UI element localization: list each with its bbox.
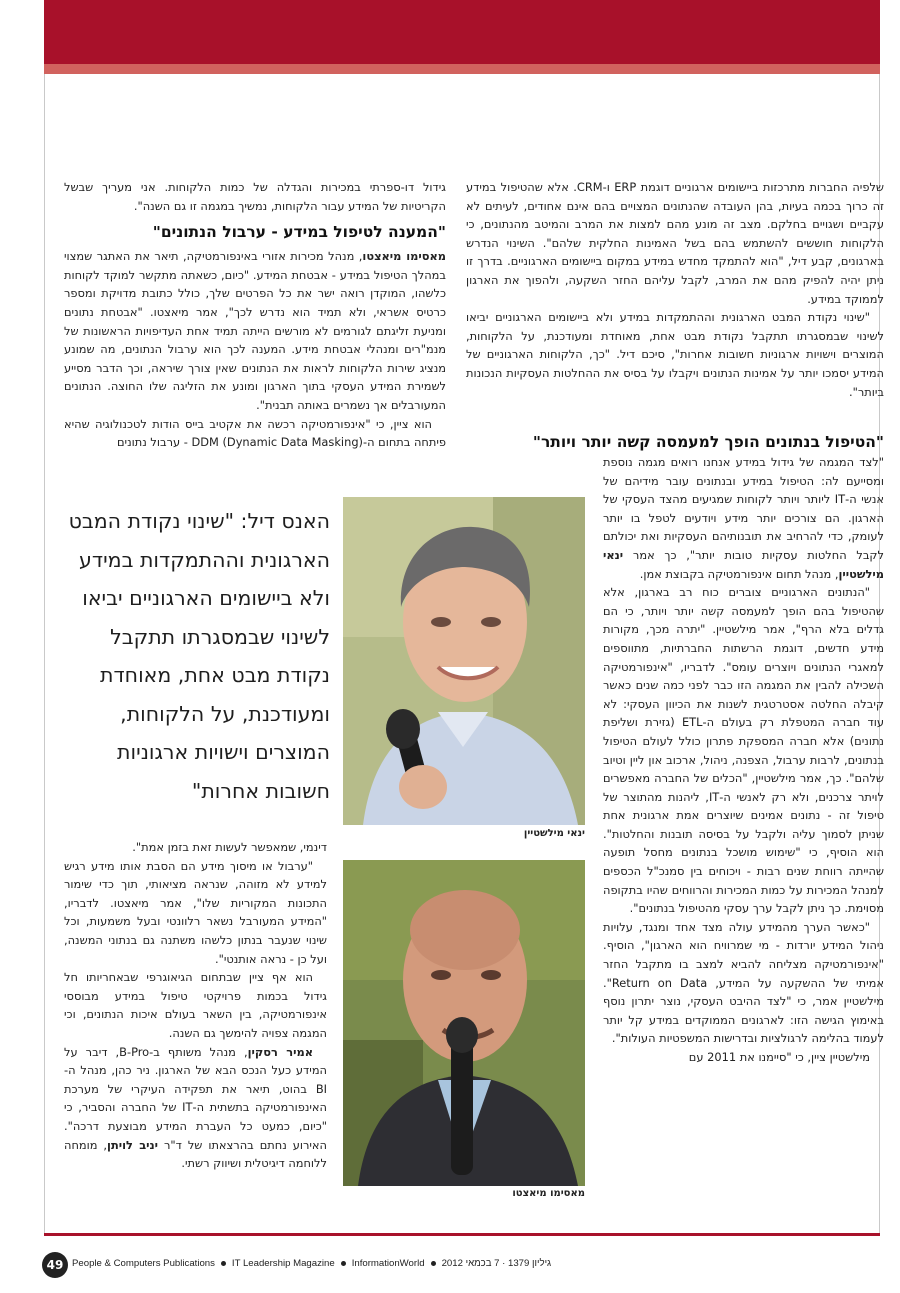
paragraph: , מומחה ללוחמה דיגיטלית ושיווק רשתי. [64,1137,327,1171]
person-name: אמיר רסקין [247,1044,314,1059]
bullet-icon [221,1261,226,1266]
person-name: מאסימו מיאצטו [362,249,446,264]
paragraph: , מנהל תחום אינפורמטיקה בקבוצת אמן. [639,566,839,581]
photo-caption: מאסימו מיאצטו [512,1188,585,1199]
page-frame-left [44,74,45,1234]
paragraph: "לצד המגמה של גידול במידע אנחנו רואים מגמה נוספת ומסייעם לה: הטיפול במידע ובנתונים עובר מידיהם של אנשי ה-IT ליותר ויותר לקוחות שמגיעים מהצד העסקי של הארגון. הם צורכים יותר מידע ויודעים לטפל בו יותר לעומק, כדי להרחיב את תובנותיהם העסקיות ואת יכולתם לקבל החלטות עסקיות טובות יותר", כך אמר [603,455,884,562]
pull-quote: האנס דיל: "שינוי נקודת המבט הארגונית וההתמקדות במידע ולא ביישומים הארגוניים יביאו לשינוי שבמסגרתו תתקבל נקודת מבט אחת, מאוחדת ומעודכנת, על הלקוחות, המוצרים וישויות ארגוניות חשובות אחרות" [68,509,330,803]
portrait-image [343,497,585,825]
article-column-right-top [466,178,884,440]
photo-massimo-miazzetto [343,860,585,1186]
paragraph: "כאשר הערך מהמידע עולה מצד אחד ומנגד, עלויות ניהול המידע יורדות - מי שמרוויח הוא הארגון", הוסיף. "אינפורמטיקה מצליחה להביא למצב בו מתקבל החזר אמיתי של ההשקעה על המידע, Return on Data". מילשטיין אמר, כי "לצד ההיבט העסקי, נוצר יתרון נוסף באימוץ הגישה הזו: לארגונים הממוקדים במידע קל יותר לעמוד בהלימה לרגולציות ובדרישות המשפטיות העולות". [603,919,884,1046]
paragraph: , מנהל משותף ב-B-Pro, דיבר על המידע כעל הנכס הבא של הארגון. ניר כהן, מנהל ה-BI בהוט, תיאר את תפקידה העיקרי של מערכת האינפורמטיקה בתשתית ה-IT של החברה והסביר, כי "כיום, כמעט כל העברת המידע מבוצעת דרכה". האירוע נחתם בהרצאתו של ד"ר [64,1044,327,1152]
page-footer [42,1252,562,1280]
top-color-band [44,0,880,64]
paragraph: "שינוי נקודת המבט הארגונית וההתמקדות במידע ולא ביישומים הארגוניים יביאו לשינוי שבמסגרתו תתקבל נקודת מבט אחת, מאוחדת ומעודכנת, על הלקוחות, המוצרים וישויות ארגוניות חשובות אחרות", סיכם דיל. "כך, הלקוחות הארגוניים של המידע יסמכו יותר על אמינות הנתונים ויקבלו על בסיס את ההחלטות העסקיות הנכונות ביותר". [466,310,884,399]
portrait-image [343,860,585,1186]
paragraph: שלפיה החברות מתרכזות ביישומים ארגוניים דוגמת ERP ו-CRM. אלא שהטיפול במידע זה כרוך בכמה בעיות, בהן העובדה שהנתונים המצויים בהם אינם אחודים, לעיתים לא עקביים ושגויים בחלקם. מצב זה מונע מהם למצות את המרב והמיטב מהנתונים, כי הלקוחות חוששים להשתמש בהם בשל האמינות החלקית שלהם". השינוי הנדרש בארגונים, קבע דיל, "הוא להתמקד מחדש במידע במקום ביישומים הארגוניים. בדרך זו ניתן יהיה להפיק מהם את המרב, לקבל עליהם החזר השקעה, ולהפוך את הארגון לממוקד במידע. [466,180,884,306]
bullet-icon [341,1261,346,1266]
bottom-rule [44,1233,880,1236]
paragraph: הוא ציין, כי "אינפורמטיקה רכשה את אקטיב בייס הודות לטכנולוגיה שהיא פיתחה בתחום ה-DDM (Dynamic Data Masking) - ערבול נתונים [64,416,446,450]
bullet-icon [431,1261,436,1266]
article-column-left-top [64,178,446,480]
person-name: ינאי מילשטיין [603,547,884,581]
section-heading: "המענה לטיפול במידע - ערבול הנתונים" [152,223,446,242]
top-accent-line [44,64,880,74]
paragraph: גידול דו-ספרתי במכירות והגדלה של כמות הלקוחות. אני מעריך שבשל הקריטיות של המידע עבור הלקוחות, נמשיך במגמה זו גם השנה". [64,180,446,213]
person-name: יניב לויתן [107,1137,159,1152]
heading-container [466,425,884,455]
footer-magazine: IT Leadership Magazine [231,1258,335,1269]
photo-caption: ינאי מילשטיין [523,828,585,839]
paragraph: הוא אף ציין שבתחום הגיאוגרפי שבאחריותו חל גידול בכמות פרויקטי טיפול במידע מבוססי אינפורמטיקה, בין השאר בעולם איכות הנתונים, וכי המגמה צפויה להימשך גם השנה. [64,970,327,1040]
footer-publisher: People & Computers Publications [72,1258,215,1269]
paragraph: , מנהל מכירות אזורי באינפורמטיקה, תיאר את האתגר שמצוי במהלך הטיפול במידע - אבטחת המידע. "כיום, כשאתה מתקשר למוקד לקוחות כלשהו, המוקדן רואה ישר את כל הפרטים שלך, כולל כתובת מדויקת ומספר כרטיס אשראי, ולא תמיד הוא נדרש לכך", אמר מיאצטו. "אבטחת נתונים ומניעת זליגתם לגורמים לא מורשים הייתה תמיד אחת העדיפויות הראשונות של מנמ"רים ומנהלי אבטחת מידע. המענה לכך הוא ערבול הנתונים, מה שמונע מנציג שירות הלקוחות לראות את הנתונים שאין צורך שיראה, וכך הדבר מסייע לשמירת המידע העסקי בתוך הארגון ומונע את הזליגה שלו החוצה. הנתונים המעורבלים אך נשמרים באותה תבנית". [64,249,446,412]
photo-yanai-milstein [343,497,585,825]
paragraph: "הנתונים הארגוניים צוברים כוח רב בארגון, אלא שהטיפול בהם הופך למעמסה קשה יותר ויותר, כי הם גדלים בלא הרף", אמר מילשטיין. "יתרה מכך, מקורות מידע חדשים, דוגמת הרשתות החברתיות, מתווספים למאגרי הנתונים ויוצרים עומס". לדבריו, "אינפורמטיקה השכילה להבין את המגמה הזו כבר לפני כמה שנים כאשר קיבלה החלטה אסטרטגית לשנות את הכיוון העסקי: לא עוד חברה המטפלת רק בעולם ה-ETL (גזירת ושליפת נתונים) אלא חברה המספקת פתרון כולל לעולם הטיפול בנתונים, לרבות ערבול, הצפנה, ניהול, ארכוב און ליין וטיוב שלהם". כך, אמר מילשטיין, "הכלים של החברה מאפשרים לויתר צרכנים, ולא רק לאנשי ה-IT, ליהנות מהתוצר של טיפול זה - נתונים אמינים שיוצרים אמת ארגונית אחת שניתן לסמוך עליה ולקבל על בסיסה תובנות והחלטות". הוא הוסיף, כי "שימוש מושכל בנתונים מחסל תופעה שהייתה רווחת שנים רבות - ויכוחים בין סמנכ"ל הכספים למנהל המכירות על כמות המכירות והרווחים שהיו בתקופה מסוימת. כך ניתן לקבל ערך עסקי מהטיפול בנתונים". [603,585,884,916]
paragraph: "ערבול או מיסוך מידע הם הסבת אותו מידע רגיש למידע לא מזוהה, שנראה מציאותי, תוך כדי שימור התכונות המקוריות שלו", אמר מיאצטו. לדבריו, "המידע המעורבל נשאר רלוונטי ובעל משמעות, וכל שינוי שנעבר בנתון כלשהו משתנה גם בנתוני המשנה, ועל כן - נראה אותנטי". [64,858,327,966]
footer-line [72,1258,551,1269]
section-heading: "הטיפול בנתונים הופך למעמסה קשה יותר ויותר" [532,433,884,451]
footer-issue: גיליון 1379 · 7 בכמאי 2012 [441,1258,552,1269]
paragraph: דינמי, שמאפשר לעשות זאת בזמן אמת". [132,840,327,854]
paragraph: מילשטיין ציין, כי "סיימנו את 2011 עם [688,1050,870,1064]
article-column-left-bottom [64,838,327,1218]
footer-section: InformationWorld [351,1258,425,1269]
article-column-right-narrow [603,453,884,1223]
page-number: 49 [42,1252,68,1278]
